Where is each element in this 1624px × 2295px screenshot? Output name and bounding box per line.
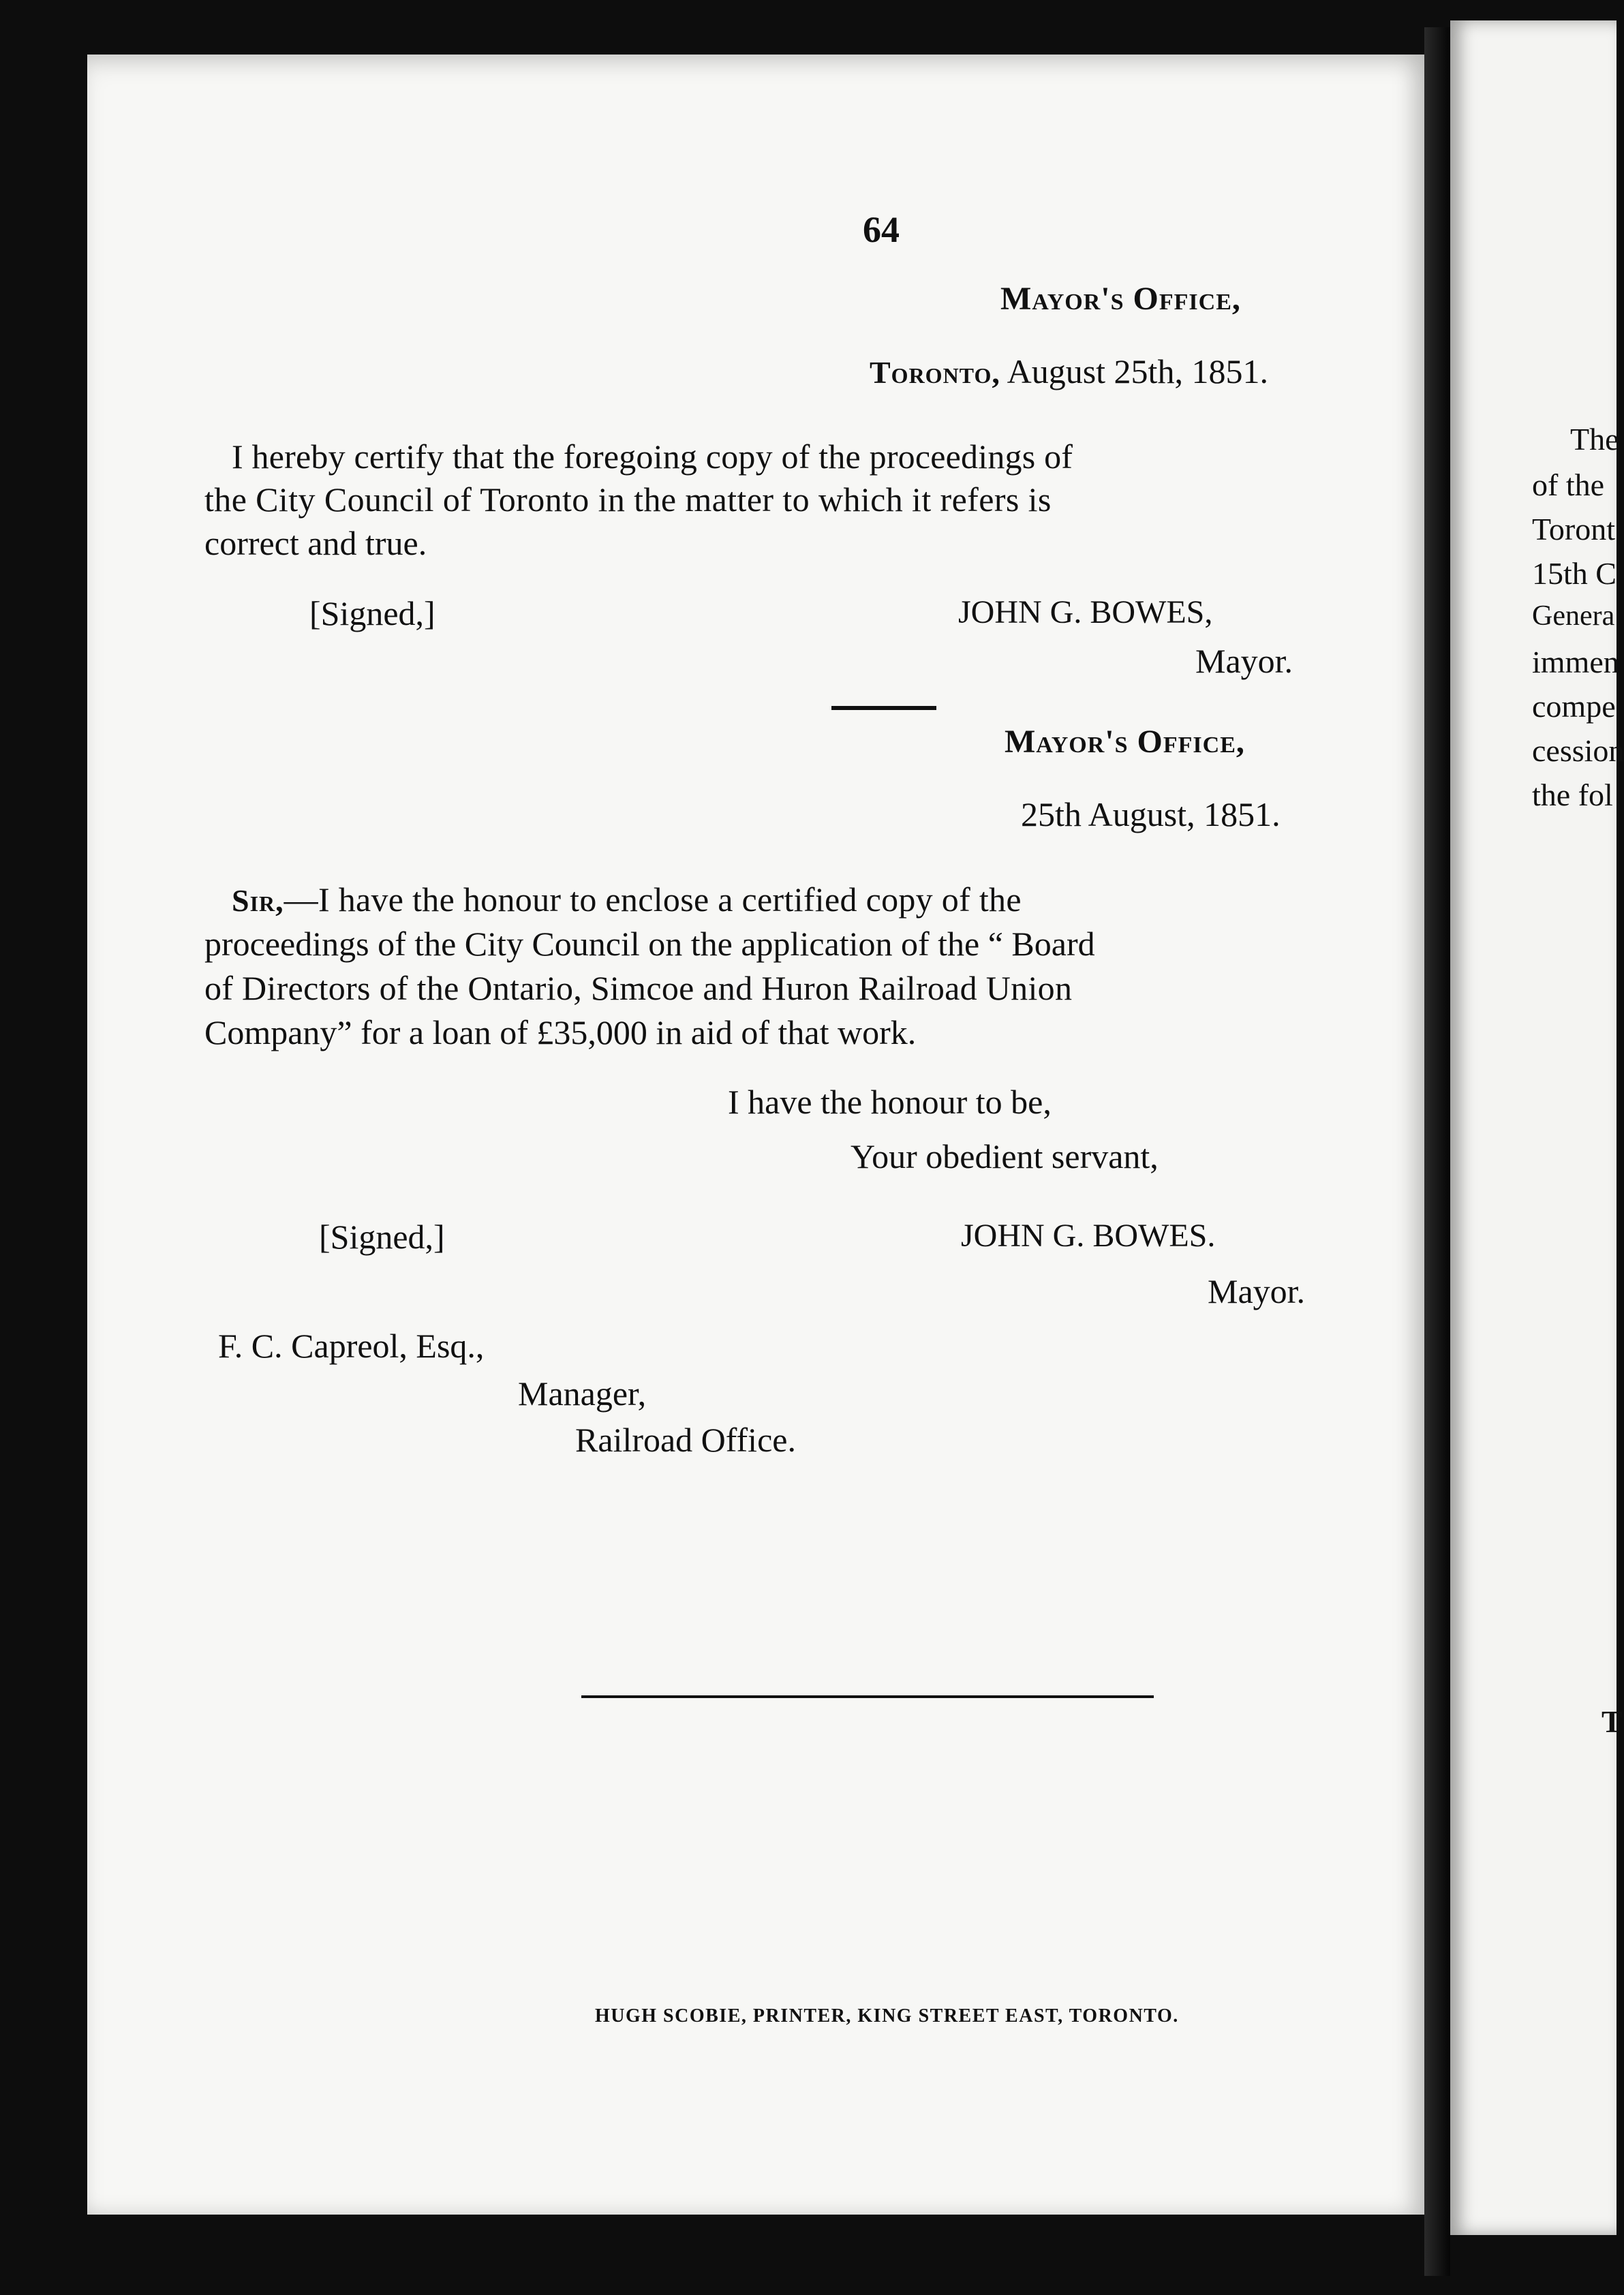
letter2-body-line-1: [232, 882, 1022, 917]
letter1-body-line-1: I hereby certify that the foregoing copy of the proceedings of: [232, 437, 1073, 476]
letter1-body-line-3: correct and true.: [204, 524, 427, 562]
right-fragment-1: The: [1570, 422, 1619, 457]
letter2-title: Mayor.: [1208, 1272, 1306, 1310]
right-page: [1450, 20, 1624, 2235]
letter-divider: [831, 706, 936, 710]
letter2-date: 25th August, 1851.: [1021, 795, 1281, 833]
letter2-body-line-4: Company” for a loan of £35,000 in aid of that work.: [204, 1013, 917, 1051]
letter1-body-line-2: the City Council of Toronto in the matter to which it refers is: [204, 480, 1052, 519]
addressee-line-2: Manager,: [518, 1374, 647, 1413]
letter2-office: Mayor's Office,: [1005, 724, 1245, 760]
addressee-line-1: F. C. Capreol, Esq.,: [218, 1327, 485, 1365]
letter2-signed: [Signed,]: [319, 1218, 445, 1256]
letter2-body-line-1-text: —I have the honour to enclose a certified copy of the: [284, 880, 1022, 919]
right-fragment-2: of the: [1532, 467, 1605, 502]
letter2-body-line-3: of Directors of the Ontario, Simcoe and Huron Railroad Union: [204, 969, 1073, 1007]
letter1-date: August 25th, 1851.: [1007, 352, 1268, 390]
letter2-closing-2: Your obedient servant,: [851, 1137, 1159, 1175]
addressee-line-3: Railroad Office.: [575, 1421, 796, 1459]
right-fragment-6: immen: [1532, 645, 1619, 679]
printer-imprint: HUGH SCOBIE, PRINTER, KING STREET EAST, TORONTO.: [595, 2005, 1179, 2027]
letter1-dateline: [870, 354, 1268, 388]
right-fragment-7: compe: [1532, 689, 1616, 724]
letter1-signed: [Signed,]: [309, 594, 435, 632]
right-fragment-9: the fol: [1532, 777, 1613, 812]
right-fragment-4: 15th C: [1532, 556, 1617, 591]
right-fragment-3: Toront: [1532, 512, 1615, 546]
page-number: 64: [863, 209, 900, 250]
letter1-office: Mayor's Office,: [1000, 281, 1241, 317]
letter2-body-line-2: proceedings of the City Council on the application of the “ Board: [204, 925, 1095, 963]
bottom-rule: [581, 1695, 1154, 1698]
right-fragment-5: Genera: [1532, 600, 1615, 632]
letter1-place: Toronto,: [870, 355, 1000, 390]
letter1-title: Mayor.: [1195, 642, 1293, 680]
left-page: [87, 55, 1424, 2215]
right-fragment-8: cession: [1532, 733, 1624, 768]
letter2-closing-1: I have the honour to be,: [728, 1083, 1052, 1121]
letter2-salutation: Sir,: [232, 883, 284, 918]
letter2-signatory: JOHN G. BOWES.: [961, 1218, 1216, 1254]
book-gutter: [1424, 27, 1450, 2276]
letter1-signatory: JOHN G. BOWES,: [958, 594, 1213, 630]
right-fragment-10: T: [1602, 1704, 1623, 1739]
